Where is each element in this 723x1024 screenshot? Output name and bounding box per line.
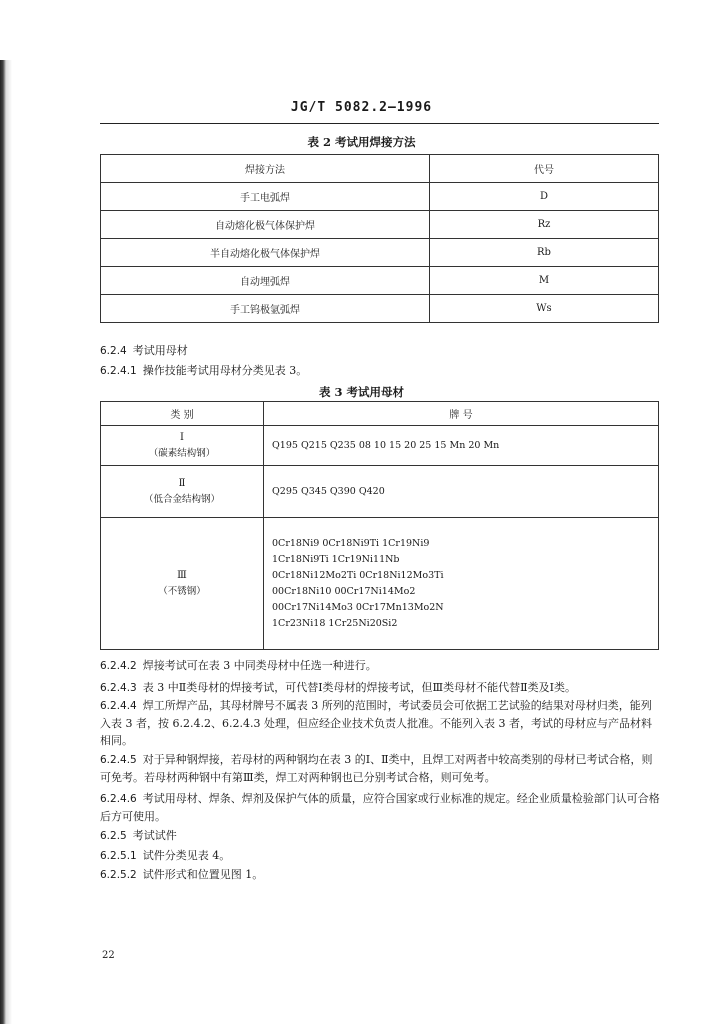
clause-number: 6.2.4.1 bbox=[100, 365, 137, 377]
clause-number: 6.2.4.6 bbox=[100, 793, 137, 805]
clause-text: 考试试件 bbox=[132, 829, 177, 842]
grade-line: 00Cr17Ni14Mo3 0Cr17Mn13Mo2N bbox=[272, 601, 444, 613]
clause-number: 6.2.5.2 bbox=[100, 869, 137, 881]
code-cell: D bbox=[430, 183, 659, 211]
scan-edge-shadow bbox=[0, 60, 16, 1024]
table2-caption: 表 2 考试用焊接方法 bbox=[307, 135, 416, 149]
method-cell: 自动埋弧焊 bbox=[101, 267, 430, 295]
clause-text: 考试用母材、焊条、焊剂及保护气体的质量，应符合国家或行业标准的规定。经企业质量检验部门认可合格后方可使用。 bbox=[100, 792, 660, 823]
clause-number: 6.2.5 bbox=[100, 830, 127, 842]
clause-number: 6.2.4.2 bbox=[100, 660, 137, 672]
paragraph bbox=[100, 790, 662, 825]
paragraph bbox=[100, 751, 662, 786]
grade-line: 1Cr18Ni9Ti 1Cr19Ni11Nb bbox=[272, 553, 400, 565]
table-row bbox=[101, 466, 659, 518]
clause-text: 对于异种钢焊接，若母材的两种钢均在表 3 的Ⅰ、Ⅱ类中，且焊工对两者中较高类别的母材已考试合格，则可免考。若母材两种钢中有第Ⅲ类，焊工对两种钢也已分别考试合格，则可免考。 bbox=[100, 753, 653, 784]
category-name: （低合金结构钢） bbox=[143, 493, 220, 505]
code-cell: Ws bbox=[430, 295, 659, 323]
base-material-table bbox=[100, 401, 659, 650]
paragraph bbox=[100, 697, 662, 749]
category-cell bbox=[101, 426, 264, 466]
standard-code: JG/T 5082.2—1996 bbox=[290, 100, 433, 115]
paragraph bbox=[100, 657, 662, 675]
category-name: （碳素结构钢） bbox=[148, 447, 216, 459]
section-number: 6.2.4 bbox=[100, 345, 127, 357]
method-cell: 半自动熔化极气体保护焊 bbox=[101, 239, 430, 267]
clause-number: 6.2.5.1 bbox=[100, 850, 137, 862]
section-heading bbox=[100, 342, 662, 360]
category-id: I bbox=[180, 431, 184, 443]
method-cell: 自动熔化极气体保护焊 bbox=[101, 211, 430, 239]
category-cell bbox=[101, 518, 264, 650]
code-cell: M bbox=[430, 267, 659, 295]
header-method: 焊接方法 bbox=[101, 155, 430, 183]
grade-line: Q195 Q215 Q235 08 10 15 20 25 15 Mn 20 Mn bbox=[272, 439, 500, 451]
grade-cell bbox=[264, 426, 659, 466]
clause-text: 操作技能考试用母材分类见表 3。 bbox=[142, 364, 308, 377]
paragraph bbox=[100, 362, 662, 380]
grade-line: Q295 Q345 Q390 Q420 bbox=[272, 485, 385, 497]
grade-cell bbox=[264, 518, 659, 650]
category-cell bbox=[101, 466, 264, 518]
header-category: 类 别 bbox=[101, 402, 264, 426]
table-row bbox=[101, 183, 659, 211]
method-cell: 手工钨极氩弧焊 bbox=[101, 295, 430, 323]
category-name: （不锈钢） bbox=[158, 585, 206, 597]
section-title: 考试用母材 bbox=[132, 344, 188, 357]
table-row bbox=[101, 239, 659, 267]
category-id: Ⅱ bbox=[178, 477, 186, 489]
header-rule bbox=[100, 123, 659, 124]
header-grade: 牌 号 bbox=[264, 402, 659, 426]
clause-text: 试件分类见表 4。 bbox=[142, 849, 231, 862]
table3-caption: 表 3 考试用母材 bbox=[318, 385, 404, 399]
table-row bbox=[101, 518, 659, 650]
table-header-row bbox=[101, 155, 659, 183]
code-cell: Rb bbox=[430, 239, 659, 267]
table-row bbox=[101, 295, 659, 323]
clause-text: 试件形式和位置见图 1。 bbox=[142, 868, 264, 881]
grade-line: 1Cr23Ni18 1Cr25Ni20Si2 bbox=[272, 617, 398, 629]
code-cell: Rz bbox=[430, 211, 659, 239]
grade-cell bbox=[264, 466, 659, 518]
paragraph bbox=[100, 679, 662, 697]
category-id: Ⅲ bbox=[177, 569, 187, 581]
clause-number: 6.2.4.4 bbox=[100, 700, 137, 712]
grade-line: 0Cr18Ni9 0Cr18Ni9Ti 1Cr19Ni9 bbox=[272, 537, 430, 549]
page-number: 22 bbox=[102, 950, 115, 961]
table-row bbox=[101, 426, 659, 466]
table-row bbox=[101, 211, 659, 239]
clause-text: 焊工所焊产品，其母材牌号不属表 3 所列的范围时，考试委员会可依据工艺试验的结果对母材归类，能列入表 3 者，按 6.2.4.2、6.2.4.3 处理，但应经企业技术负责人批准。不能列入表 3 者，考试的母材应与产品材料相同。 bbox=[100, 699, 652, 747]
paragraph bbox=[100, 847, 662, 865]
clause-number: 6.2.4.5 bbox=[100, 754, 137, 766]
grade-line: 00Cr18Ni10 00Cr17Ni14Mo2 bbox=[272, 585, 416, 597]
method-cell: 手工电弧焊 bbox=[101, 183, 430, 211]
welding-method-table bbox=[100, 154, 659, 323]
grade-line: 0Cr18Ni12Mo2Ti 0Cr18Ni12Mo3Ti bbox=[272, 569, 444, 581]
table-header-row bbox=[101, 402, 659, 426]
paragraph bbox=[100, 866, 662, 884]
clause-number: 6.2.4.3 bbox=[100, 682, 137, 694]
header-code: 代号 bbox=[430, 155, 659, 183]
table-row bbox=[101, 267, 659, 295]
clause-text: 焊接考试可在表 3 中同类母材中任选一种进行。 bbox=[142, 659, 377, 672]
paragraph bbox=[100, 827, 662, 845]
clause-text: 表 3 中Ⅱ类母材的焊接考试，可代替Ⅰ类母材的焊接考试，但Ⅲ类母材不能代替Ⅱ类及Ⅰ类。 bbox=[142, 681, 576, 694]
